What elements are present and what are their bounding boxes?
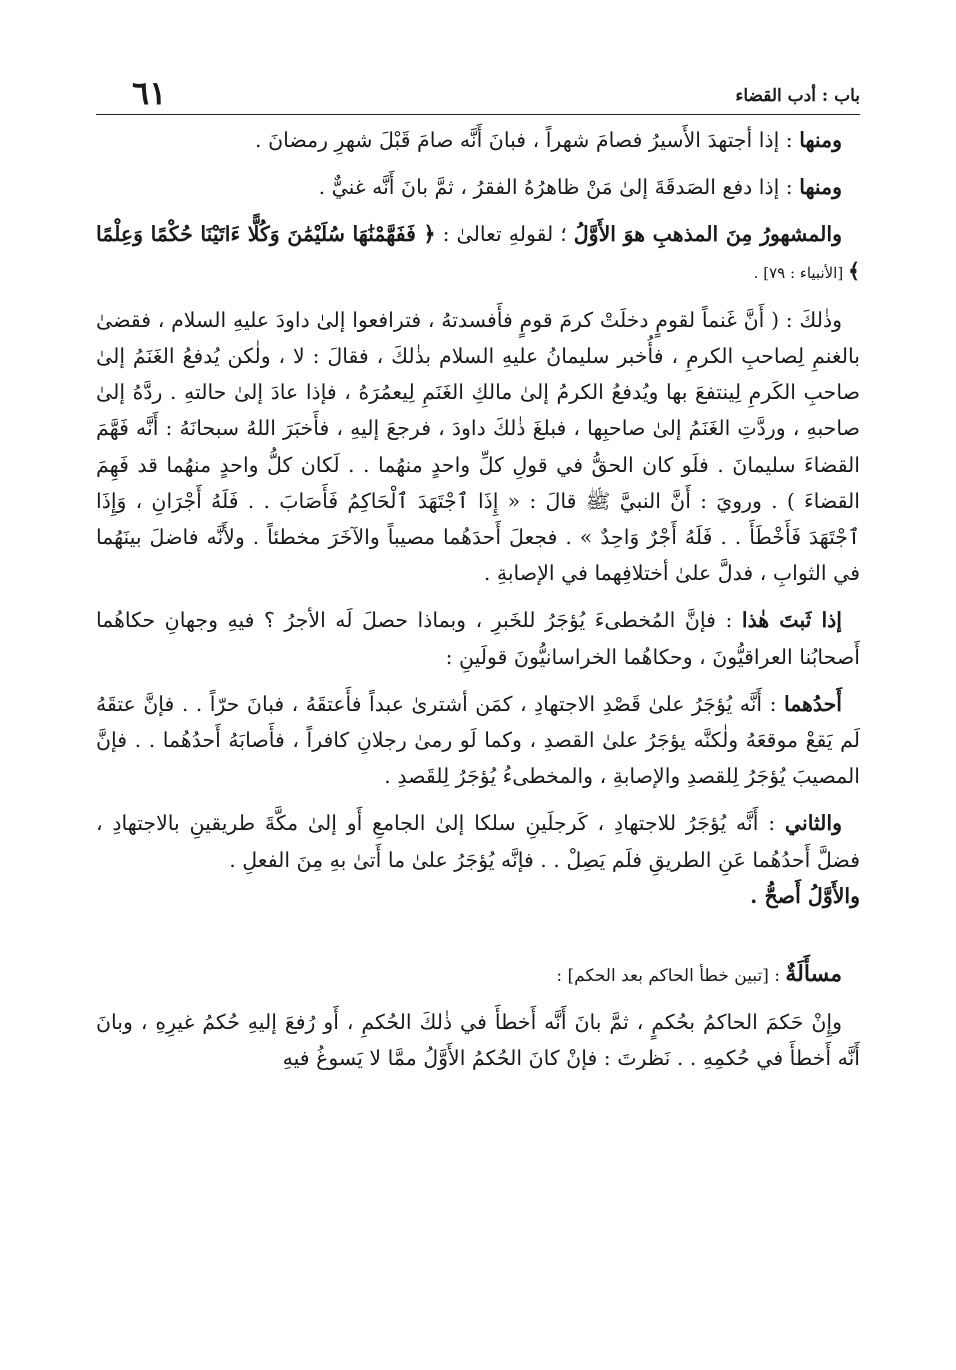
chapter-title: باب : أدب القضاء (735, 86, 860, 106)
paragraph (96, 302, 860, 592)
section-topic: : [تبين خطأ الحاكم بعد الحكم] : (556, 966, 786, 987)
paragraph (96, 216, 860, 290)
paragraph-text: وإِنْ حَكمَ الحاكمُ بحُكمٍ ، ثمَّ بانَ أَنَّه أَخطأَ في ذٰلكَ الحُكمِ ، أَو رُفعَ إليهِ حُكمُ غيرِهِ ، وبانَ أَنَّه أَخطأَ في حُكمِهِ . . نَظرتَ : فإنْ كانَ الحُكمُ الأَوَّلُ ممَّا لا يَسوغُ فيهِ (96, 1010, 860, 1071)
section-heading (96, 956, 860, 994)
paragraph-lead: أَحدُهما (783, 691, 842, 716)
paragraph-lead: ومنها (799, 128, 842, 152)
body-text (96, 122, 860, 1087)
header-divider (96, 114, 860, 115)
paragraph-lead: إذا ثَبتَ هٰذا (741, 608, 842, 633)
paragraph-text: وذٰلكَ : ( أَنَّ غَنماً لقومٍ دخلَتْ كرمَ قومٍ فأَفسدتهُ ، فترافعوا إلىٰ داودَ عليهِ السلام ، فقضىٰ بالغنمِ لِصاحبِ الكرمِ ، فأُخبر سليمانُ عليهِ السلام بذٰلكَ ، فقالَ : لا ، ولٰكن يُدفعُ الغَنَمُ إلىٰ صاحبِ الكَرمِ لِينتفعَ بها ويُدفعُ الكرمُ إلىٰ مالكِ الغَنَمِ لِيعمُرَهُ ، فإذا عادَ إلىٰ حالتهِ . ردَّهُ إلىٰ صاحبهِ ، وردَّتِ الغَنَمُ إلىٰ صاحبِها ، فبلغَ ذٰلكَ داودَ ، فرجعَ إليهِ ، فأَخبَرَ اللهُ سبحانَهُ : أَنَّه فَهَّمَ القضاءَ سليمانَ . فلَو كان الحقُّ في قولِ كلِّ واحدٍ منهُما . . لَكان كلُّ واحدٍ منهُما قد فَهِمَ القضاءَ ) . ورويَ : أَنَّ النبيَّ ﷺ قالَ : « إِذَا ٱجْتَهَدَ ٱلْحَاكِمُ فَأَصَابَ . . فَلَهُ أَجْرَانِ ، وَإِذَا ٱجْتَهَدَ فَأَخْطَأَ . . فَلَهُ أَجْرٌ وَاحِدٌ » . فجعلَ أَحدَهُما مصيباً والآخَرَ مخطئاً . ولأَنَّه فاضلَ بينَهُما في الثوابِ ، فدلَّ علىٰ أختلافِهما في الإصابةِ . (96, 307, 860, 586)
page-number: ٦١ (132, 74, 167, 112)
paragraph (96, 169, 860, 205)
paragraph-lead: والمشهورُ مِنَ المذهبِ هوَ الأَوَّلُ (573, 222, 842, 247)
paragraph (96, 1004, 860, 1076)
paragraph-text: ؛ لقولهِ تعالىٰ : (435, 222, 574, 247)
paragraph-text: : إذا دفع الصَدقَةَ إلىٰ مَنْ ظاهرُهُ الفقرُ ، ثمَّ بانَ أَنَّه غنيٌّ . (318, 175, 800, 200)
paragraph-text: : فإنَّ المُخطىءَ يُؤجَرُ للخَبرِ ، وبماذا حصلَ لَه الأجرُ ؟ فيهِ وجهانِ حكاهُما أَصحابُنا العراقيُّونَ ، وحكاهُما الخراسانيُّونَ قولَينِ : (96, 608, 860, 669)
paragraph (96, 122, 860, 158)
paragraph-lead: ومنها (799, 175, 842, 200)
page-header (96, 70, 860, 116)
quran-verse: ﴿ فَفَهَّمْنَٰهَا سُلَيْمَٰنَ وَكُلًّا ءَاتَيْنَا حُكْمًا وَعِلْمًا ﴾ (96, 222, 860, 283)
paragraph (96, 602, 860, 674)
section-label: مسأَلَةٌ (785, 961, 842, 988)
paragraph-lead: والثاني (784, 811, 842, 836)
paragraph-text: : إذا أجتهدَ الأَسيرُ فصامَ شهراً ، فبانَ أَنَّه صامَ قَبْلَ شهرِ رمضانَ . (255, 128, 800, 152)
paragraph-text: : أَنَّه يُؤجَرُ للاجتهادِ ، كَرجلَينِ سلكا إلىٰ الجامعِ أَو إلىٰ مكَّةَ طريقينِ بالاجتهادِ ، فضلَّ أَحدُهُما عَنِ الطريقِ فلَم يَصِلْ . . فإنَّه يُؤجَرُ علىٰ ما أَتىٰ بهِ مِنَ الفعلِ . (96, 811, 860, 872)
paragraph-text: : أَنَّه يُؤجَرُ علىٰ قَصْدِ الاجتهادِ ، كمَن أشترىٰ عبداً فأَعتقَهُ ، فبانَ حرّاً . . فإنَّ عتقَهُ لَم يَقعْ موقعَهُ ولٰكنَّه يؤجَرُ علىٰ القصدِ ، وكما لَو رمىٰ رجلانِ كافراً ، فأَصابَهُ أَحدُهُما . . فإنَّ المصيبَ يُؤجَرُ لِلقصدِ والإصابةِ ، والمخطىءُ يُؤجَرُ لِلقَصدِ . (96, 691, 860, 789)
paragraph-conclusion: والأَوَّلُ أَصحُّ . (750, 883, 860, 908)
paragraph (96, 805, 860, 914)
verse-reference: [الأنبياء : ٧٩] . (753, 263, 848, 282)
paragraph (96, 686, 860, 795)
